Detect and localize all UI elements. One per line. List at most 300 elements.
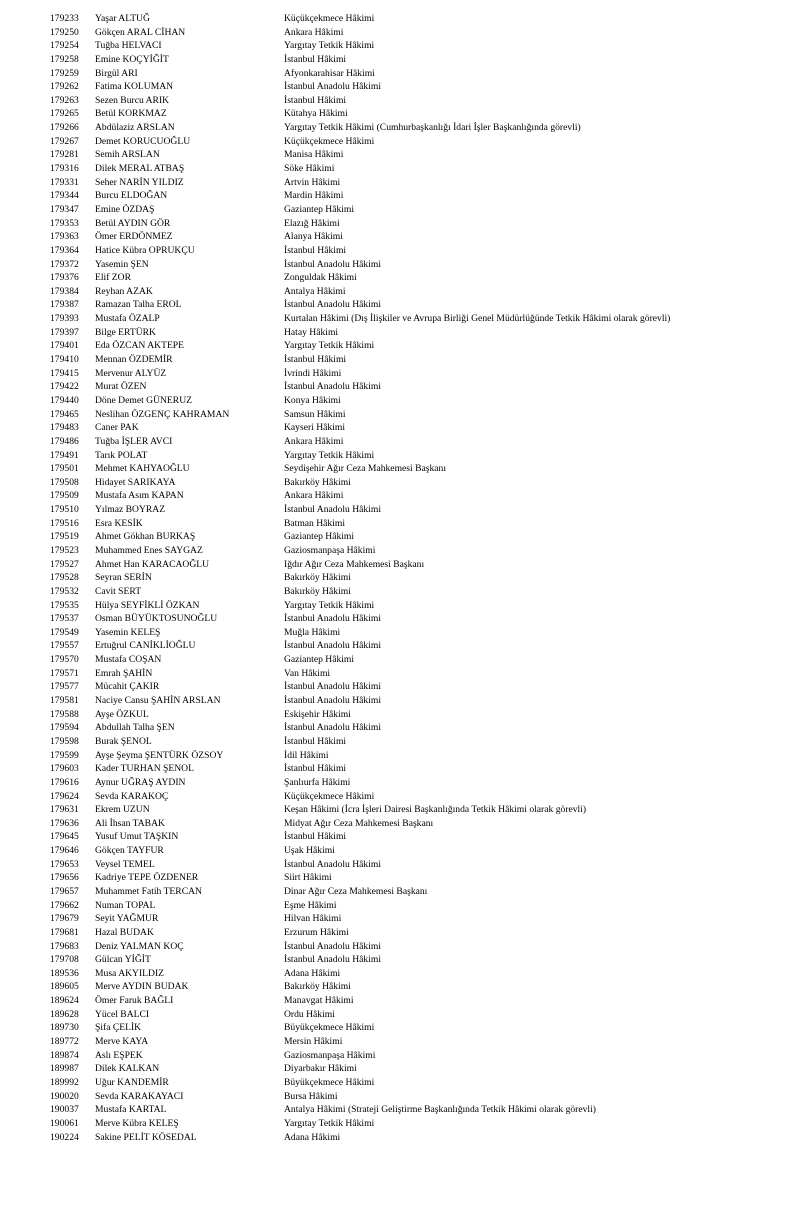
- list-row: [0, 721, 798, 735]
- position-title: Yargıtay Tetkik Hâkimi (Cumhurbaşkanlığı İdari İşler Başkanlığında görevli): [284, 122, 581, 134]
- position-title: Elazığ Hâkimi: [284, 217, 340, 229]
- person-name: Reyhan AZAK: [95, 285, 153, 297]
- list-row: [0, 980, 798, 994]
- list-row: [0, 653, 798, 667]
- position-title: Gaziosmanpaşa Hâkimi: [284, 544, 376, 556]
- registry-number: 179233: [50, 13, 79, 24]
- person-name: Tuğba İŞLER AVCI: [95, 435, 173, 447]
- person-name: Merve Kübra KELEŞ: [95, 1117, 179, 1129]
- registry-number: 179372: [50, 258, 79, 270]
- person-name: Ahmet Han KARACAOĞLU: [95, 558, 210, 570]
- list-row: [0, 1008, 798, 1022]
- list-row: [0, 462, 798, 476]
- person-name: Mustafa Asım KAPAN: [95, 490, 184, 502]
- position-title: İstanbul Anadolu Hâkimi: [284, 640, 381, 652]
- registry-number: 179683: [50, 940, 79, 952]
- list-row: [0, 435, 798, 449]
- registry-number: 179549: [50, 626, 79, 638]
- registry-number: 189624: [50, 995, 79, 1007]
- person-name: Dilek KALKAN: [95, 1063, 160, 1075]
- list-row: [0, 67, 798, 81]
- position-title: Yargıtay Tetkik Hâkimi: [284, 1117, 375, 1129]
- person-name: Tuğba HELVACI: [95, 40, 162, 52]
- registry-number: 190037: [50, 1104, 79, 1116]
- list-row: [0, 585, 798, 599]
- person-name: Ekrem UZUN: [95, 804, 150, 816]
- list-row: [0, 353, 798, 367]
- registry-number: 179599: [50, 749, 79, 761]
- person-name: Ramazan Talha EROL: [95, 299, 182, 311]
- appointment-list: [0, 12, 798, 1144]
- list-row: [0, 1049, 798, 1063]
- person-name: Caner PAK: [95, 422, 139, 434]
- list-row: [0, 489, 798, 503]
- list-row: [0, 1117, 798, 1131]
- list-row: [0, 408, 798, 422]
- registry-number: 179465: [50, 408, 79, 420]
- position-title: Keşan Hâkimi (İcra İşleri Dairesi Başkanlığında Tetkik Hâkimi olarak görevli): [284, 804, 587, 816]
- registry-number: 189874: [50, 1049, 79, 1061]
- position-title: Gaziosmanpaşa Hâkimi: [284, 1049, 376, 1061]
- registry-number: 179571: [50, 667, 79, 679]
- position-title: Muğla Hâkimi: [284, 626, 341, 638]
- registry-number: 179384: [50, 285, 79, 297]
- list-row: [0, 503, 798, 517]
- position-title: Afyonkarahisar Hâkimi: [284, 67, 375, 79]
- list-row: [0, 298, 798, 312]
- registry-number: 179645: [50, 831, 79, 843]
- registry-number: 179353: [50, 217, 79, 229]
- registry-number: 179397: [50, 326, 79, 338]
- position-title: İstanbul Anadolu Hâkimi: [284, 299, 381, 311]
- registry-number: 179387: [50, 299, 79, 311]
- list-row: [0, 421, 798, 435]
- person-name: Hülya SEYFİKLİ ÖZKAN: [95, 599, 200, 611]
- registry-number: 179577: [50, 681, 79, 693]
- position-title: Ankara Hâkimi: [284, 490, 344, 502]
- person-name: Birgül ARI: [95, 67, 138, 79]
- person-name: Emrah ŞAHİN: [95, 667, 153, 679]
- person-name: Mustafa KARTAL: [95, 1104, 167, 1116]
- list-row: [0, 148, 798, 162]
- registry-number: 179344: [50, 190, 79, 202]
- person-name: Yücel BALCI: [95, 1008, 150, 1020]
- list-row: [0, 776, 798, 790]
- list-row: [0, 1131, 798, 1145]
- person-name: Yusuf Umut TAŞKIN: [95, 831, 179, 843]
- list-row: [0, 571, 798, 585]
- list-row: [0, 735, 798, 749]
- person-name: Ali İhsan TABAK: [95, 817, 165, 829]
- list-row: [0, 599, 798, 613]
- position-title: İstanbul Anadolu Hâkimi: [284, 258, 381, 270]
- position-title: Şanlıurfa Hâkimi: [284, 776, 351, 788]
- person-name: Yılmaz BOYRAZ: [95, 504, 166, 516]
- list-row: [0, 830, 798, 844]
- person-name: Emine ÖZDAŞ: [95, 203, 155, 215]
- position-title: Yargıtay Tetkik Hâkimi: [284, 40, 375, 52]
- list-row: [0, 1035, 798, 1049]
- list-row: [0, 626, 798, 640]
- list-row: [0, 858, 798, 872]
- position-title: Hatay Hâkimi: [284, 326, 339, 338]
- registry-number: 179653: [50, 858, 79, 870]
- registry-number: 179656: [50, 872, 79, 884]
- list-row: [0, 639, 798, 653]
- registry-number: 189992: [50, 1076, 79, 1088]
- position-title: Alanya Hâkimi: [284, 231, 343, 243]
- list-row: [0, 530, 798, 544]
- person-name: Gökçen ARAL CİHAN: [95, 26, 186, 38]
- list-row: [0, 694, 798, 708]
- person-name: Seher NARİN YILDIZ: [95, 176, 184, 188]
- registry-number: 179594: [50, 722, 79, 734]
- list-row: [0, 844, 798, 858]
- registry-number: 179510: [50, 504, 79, 516]
- list-row: [0, 39, 798, 53]
- position-title: İstanbul Anadolu Hâkimi: [284, 504, 381, 516]
- position-title: Van Hâkimi: [284, 667, 331, 679]
- position-title: Ordu Hâkimi: [284, 1008, 335, 1020]
- person-name: Ayşe ÖZKUL: [95, 708, 149, 720]
- registry-number: 179491: [50, 449, 79, 461]
- position-title: İdil Hâkimi: [284, 749, 329, 761]
- registry-number: 179410: [50, 354, 79, 366]
- registry-number: 179631: [50, 804, 79, 816]
- person-name: Semih ARSLAN: [95, 149, 160, 161]
- registry-number: 179509: [50, 490, 79, 502]
- registry-number: 189628: [50, 1008, 79, 1020]
- person-name: Murat ÖZEN: [95, 381, 147, 393]
- registry-number: 179624: [50, 790, 79, 802]
- person-name: Veysel TEMEL: [95, 858, 155, 870]
- position-title: İstanbul Anadolu Hâkimi: [284, 695, 381, 707]
- person-name: Abdülaziz ARSLAN: [95, 122, 175, 134]
- list-row: [0, 817, 798, 831]
- list-row: [0, 476, 798, 490]
- person-name: Sezen Burcu ARIK: [95, 94, 170, 106]
- registry-number: 190020: [50, 1090, 79, 1102]
- position-title: Erzurum Hâkimi: [284, 926, 349, 938]
- position-title: Eşme Hâkimi: [284, 899, 337, 911]
- person-name: Ahmet Gökhan BURKAŞ: [95, 531, 196, 543]
- list-row: [0, 94, 798, 108]
- position-title: Mersin Hâkimi: [284, 1036, 343, 1048]
- person-name: Burak ŞENOL: [95, 735, 152, 747]
- list-row: [0, 12, 798, 26]
- list-row: [0, 803, 798, 817]
- registry-number: 179486: [50, 435, 79, 447]
- registry-number: 179258: [50, 53, 79, 65]
- person-name: Gülcan YİĞİT: [95, 954, 151, 966]
- registry-number: 179347: [50, 203, 79, 215]
- person-name: Mehmet KAHYAOĞLU: [95, 463, 190, 475]
- registry-number: 179603: [50, 763, 79, 775]
- person-name: Elif ZOR: [95, 272, 131, 284]
- person-name: Esra KESİK: [95, 517, 143, 529]
- list-row: [0, 176, 798, 190]
- position-title: Siirt Hâkimi: [284, 872, 332, 884]
- position-title: Diyarbakır Hâkimi: [284, 1063, 357, 1075]
- position-title: Büyükçekmece Hâkimi: [284, 1076, 375, 1088]
- position-title: Iğdır Ağır Ceza Mahkemesi Başkanı: [284, 558, 425, 570]
- registry-number: 179708: [50, 954, 79, 966]
- position-title: Gaziantep Hâkimi: [284, 654, 355, 666]
- list-row: [0, 380, 798, 394]
- position-title: Ankara Hâkimi: [284, 26, 344, 38]
- list-row: [0, 271, 798, 285]
- list-row: [0, 967, 798, 981]
- position-title: Yargıtay Tetkik Hâkimi: [284, 449, 375, 461]
- registry-number: 179316: [50, 163, 79, 175]
- position-title: Midyat Ağır Ceza Mahkemesi Başkanı: [284, 817, 434, 829]
- person-name: Betül KORKMAZ: [95, 108, 167, 120]
- person-name: Aynur UĞRAŞ AYDIN: [95, 776, 186, 788]
- registry-number: 179501: [50, 463, 79, 475]
- registry-number: 179646: [50, 845, 79, 857]
- position-title: Adana Hâkimi: [284, 1131, 341, 1143]
- list-row: [0, 899, 798, 913]
- position-title: Gaziantep Hâkimi: [284, 531, 355, 543]
- person-name: Deniz YALMAN KOÇ: [95, 940, 184, 952]
- position-title: Bakırköy Hâkimi: [284, 476, 351, 488]
- position-title: İstanbul Anadolu Hâkimi: [284, 940, 381, 952]
- position-title: Kütahya Hâkimi: [284, 108, 348, 120]
- position-title: İstanbul Anadolu Hâkimi: [284, 613, 381, 625]
- position-title: Zonguldak Hâkimi: [284, 272, 357, 284]
- person-name: Betül AYDIN GÖR: [95, 217, 171, 229]
- person-name: Emine KOÇYİĞİT: [95, 53, 169, 65]
- person-name: Gökçen TAYFUR: [95, 845, 164, 857]
- position-title: Yargıtay Tetkik Hâkimi: [284, 340, 375, 352]
- person-name: Sevda KARAKOÇ: [95, 790, 169, 802]
- position-title: Konya Hâkimi: [284, 394, 341, 406]
- person-name: Mervenur ALYÜZ: [95, 367, 167, 379]
- list-row: [0, 762, 798, 776]
- position-title: Uşak Hâkimi: [284, 845, 335, 857]
- registry-number: 179259: [50, 67, 79, 79]
- registry-number: 179662: [50, 899, 79, 911]
- registry-number: 189730: [50, 1022, 79, 1034]
- list-row: [0, 258, 798, 272]
- registry-number: 179657: [50, 886, 79, 897]
- position-title: Samsun Hâkimi: [284, 408, 346, 420]
- registry-number: 179679: [50, 913, 79, 925]
- position-title: İstanbul Hâkimi: [284, 53, 347, 65]
- list-row: [0, 749, 798, 763]
- position-title: İstanbul Anadolu Hâkimi: [284, 81, 381, 93]
- list-row: [0, 680, 798, 694]
- list-row: [0, 517, 798, 531]
- list-row: [0, 162, 798, 176]
- list-row: [0, 394, 798, 408]
- person-name: Sakine PELİT KÖSEDAL: [95, 1131, 197, 1143]
- list-row: [0, 217, 798, 231]
- list-row: [0, 1062, 798, 1076]
- registry-number: 179415: [50, 367, 79, 379]
- list-row: [0, 790, 798, 804]
- person-name: Eda ÖZCAN AKTEPE: [95, 340, 184, 352]
- person-name: Osman BÜYÜKTOSUNOĞLU: [95, 613, 218, 625]
- person-name: Numan TOPAL: [95, 899, 156, 911]
- registry-number: 179519: [50, 531, 79, 543]
- registry-number: 179263: [50, 94, 79, 106]
- registry-number: 179570: [50, 654, 79, 666]
- person-name: Hazal BUDAK: [95, 926, 154, 938]
- person-name: Burcu ELDOĞAN: [95, 190, 168, 202]
- list-row: [0, 285, 798, 299]
- registry-number: 190061: [50, 1117, 79, 1129]
- registry-number: 179523: [50, 544, 79, 556]
- registry-number: 179588: [50, 708, 79, 720]
- list-row: [0, 544, 798, 558]
- list-row: [0, 135, 798, 149]
- person-name: Naciye Cansu ŞAHİN ARSLAN: [95, 695, 221, 707]
- registry-number: 179598: [50, 735, 79, 747]
- position-title: Kurtalan Hâkimi (Dış İlişkiler ve Avrupa Birliği Genel Müdürlüğünde Tetkik Hâkimi olarak görevli): [284, 313, 671, 325]
- position-title: Söke Hâkimi: [284, 163, 335, 175]
- person-name: Sevda KARAKAYACI: [95, 1090, 184, 1102]
- list-row: [0, 189, 798, 203]
- position-title: Bakırköy Hâkimi: [284, 981, 351, 993]
- person-name: Cavit SERT: [95, 585, 142, 597]
- position-title: Büyükçekmece Hâkimi: [284, 1022, 375, 1034]
- position-title: Küçükçekmece Hâkimi: [284, 135, 375, 147]
- position-title: Artvin Hâkimi: [284, 176, 341, 188]
- position-title: Seydişehir Ağır Ceza Mahkemesi Başkanı: [284, 463, 446, 475]
- list-row: [0, 1076, 798, 1090]
- list-row: [0, 121, 798, 135]
- list-row: [0, 558, 798, 572]
- registry-number: 179364: [50, 244, 79, 256]
- list-row: [0, 107, 798, 121]
- list-row: [0, 953, 798, 967]
- list-row: [0, 367, 798, 381]
- list-row: [0, 667, 798, 681]
- list-row: [0, 1021, 798, 1035]
- list-row: [0, 244, 798, 258]
- person-name: Ertuğrul CANİKLİOĞLU: [95, 640, 196, 652]
- person-name: Ayşe Şeyma ŞENTÜRK ÖZSOY: [95, 749, 224, 761]
- person-name: Muhammed Enes SAYGAZ: [95, 544, 203, 556]
- registry-number: 189605: [50, 981, 79, 993]
- registry-number: 189772: [50, 1036, 79, 1048]
- position-title: Ankara Hâkimi: [284, 435, 344, 447]
- registry-number: 179331: [50, 176, 79, 188]
- position-title: Bakırköy Hâkimi: [284, 585, 351, 597]
- registry-number: 179393: [50, 313, 79, 325]
- position-title: Bursa Hâkimi: [284, 1090, 338, 1102]
- position-title: Adana Hâkimi: [284, 967, 341, 979]
- list-row: [0, 612, 798, 626]
- position-title: İstanbul Anadolu Hâkimi: [284, 954, 381, 966]
- list-row: [0, 53, 798, 67]
- registry-number: 179535: [50, 599, 79, 611]
- person-name: Aslı EŞPEK: [95, 1049, 143, 1061]
- position-title: İstanbul Anadolu Hâkimi: [284, 722, 381, 734]
- person-name: Kadriye TEPE ÖZDENER: [95, 872, 199, 884]
- position-title: Küçükçekmece Hâkimi: [284, 790, 375, 802]
- person-name: Muhammet Fatih TERCAN: [95, 886, 202, 897]
- position-title: İstanbul Hâkimi: [284, 763, 347, 775]
- position-title: Yargıtay Tetkik Hâkimi: [284, 599, 375, 611]
- registry-number: 179363: [50, 231, 79, 243]
- registry-number: 179483: [50, 422, 79, 434]
- position-title: Antalya Hâkimi (Strateji Geliştirme Başkanlığında Tetkik Hâkimi olarak görevli): [284, 1104, 596, 1116]
- position-title: Küçükçekmece Hâkimi: [284, 13, 375, 24]
- person-name: Merve KAYA: [95, 1036, 149, 1048]
- list-row: [0, 940, 798, 954]
- registry-number: 179537: [50, 613, 79, 625]
- registry-number: 179528: [50, 572, 79, 584]
- person-name: Uğur KANDEMİR: [95, 1076, 169, 1088]
- position-title: İstanbul Hâkimi: [284, 831, 347, 843]
- list-row: [0, 312, 798, 326]
- registry-number: 189987: [50, 1063, 79, 1075]
- position-title: İstanbul Anadolu Hâkimi: [284, 381, 381, 393]
- person-name: Ömer Faruk BAĞLI: [95, 995, 174, 1007]
- registry-number: 179266: [50, 122, 79, 134]
- person-name: Merve AYDIN BUDAK: [95, 981, 189, 993]
- registry-number: 179422: [50, 381, 79, 393]
- position-title: İstanbul Anadolu Hâkimi: [284, 681, 381, 693]
- registry-number: 179527: [50, 558, 79, 570]
- list-row: [0, 1090, 798, 1104]
- person-name: Dilek MERAL ATBAŞ: [95, 163, 185, 175]
- registry-number: 179516: [50, 517, 79, 529]
- person-name: Musa AKYILDIZ: [95, 967, 165, 979]
- registry-number: 179681: [50, 926, 79, 938]
- registry-number: 179557: [50, 640, 79, 652]
- list-row: [0, 912, 798, 926]
- position-title: Gaziantep Hâkimi: [284, 203, 355, 215]
- registry-number: 179376: [50, 272, 79, 284]
- position-title: İstanbul Hâkimi: [284, 735, 347, 747]
- position-title: İstanbul Hâkimi: [284, 354, 347, 366]
- registry-number: 179532: [50, 585, 79, 597]
- registry-number: 179262: [50, 81, 79, 93]
- position-title: Eskişehir Hâkimi: [284, 708, 351, 720]
- list-row: [0, 326, 798, 340]
- position-title: İvrindi Hâkimi: [284, 367, 342, 379]
- registry-number: 189536: [50, 967, 79, 979]
- position-title: İstanbul Hâkimi: [284, 94, 347, 106]
- position-title: Kayseri Hâkimi: [284, 422, 346, 434]
- position-title: İstanbul Anadolu Hâkimi: [284, 858, 381, 870]
- person-name: Hatice Kübra OPRUKÇU: [95, 244, 195, 256]
- person-name: Neslihan ÖZGENÇ KAHRAMAN: [95, 408, 230, 420]
- registry-number: 179636: [50, 817, 79, 829]
- person-name: Mennan ÖZDEMİR: [95, 354, 173, 366]
- person-name: Mustafa COŞAN: [95, 654, 162, 666]
- person-name: Yasemin KELEŞ: [95, 626, 161, 638]
- list-row: [0, 26, 798, 40]
- person-name: Döne Demet GÜNERUZ: [95, 394, 192, 406]
- list-row: [0, 339, 798, 353]
- list-row: [0, 1103, 798, 1117]
- person-name: Demet KORUCUOĞLU: [95, 135, 191, 147]
- position-title: Hilvan Hâkimi: [284, 913, 342, 925]
- position-title: Manavgat Hâkimi: [284, 995, 354, 1007]
- position-title: Manisa Hâkimi: [284, 149, 344, 161]
- position-title: İstanbul Hâkimi: [284, 244, 347, 256]
- list-row: [0, 80, 798, 94]
- registry-number: 179281: [50, 149, 79, 161]
- position-title: Dinar Ağır Ceza Mahkemesi Başkanı: [284, 886, 428, 897]
- registry-number: 179267: [50, 135, 79, 147]
- person-name: Seyit YAĞMUR: [95, 913, 159, 925]
- person-name: Bilge ERTÜRK: [95, 326, 156, 338]
